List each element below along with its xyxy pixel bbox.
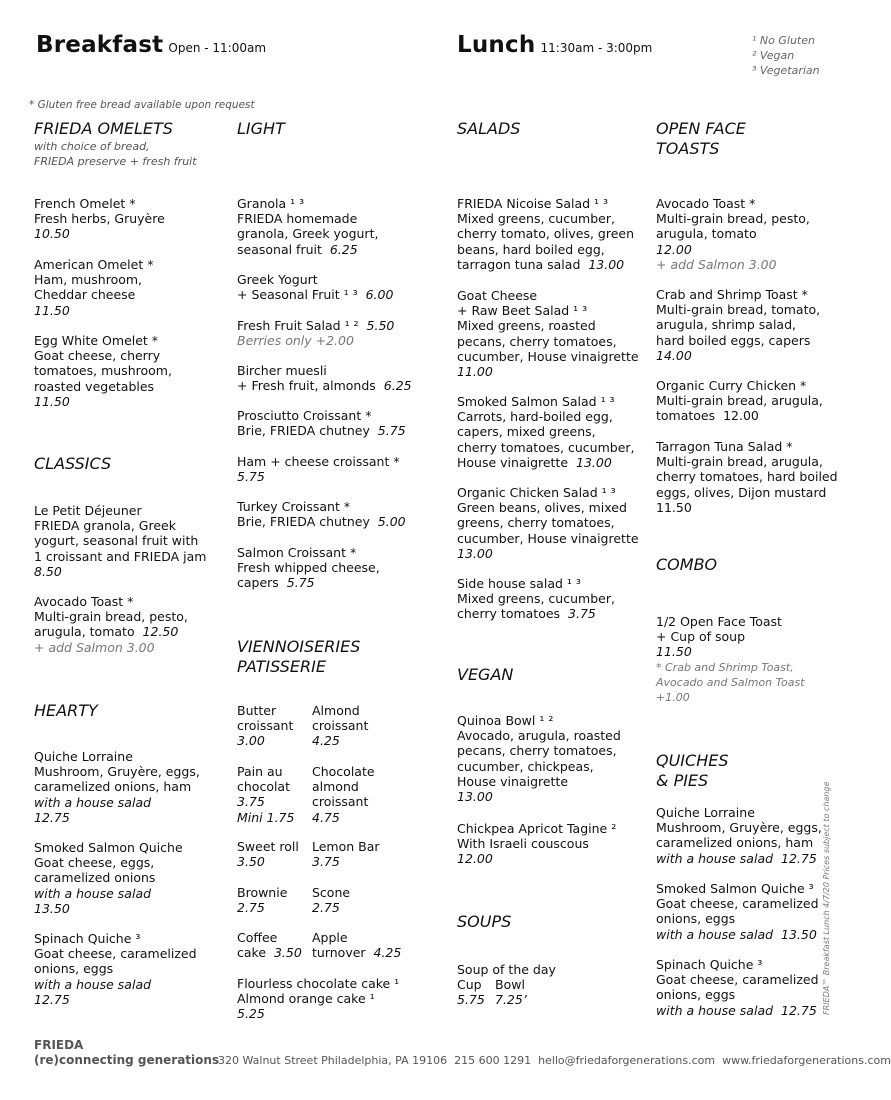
item-desc: cherry tomato, olives, green bbox=[457, 226, 635, 242]
menu-item-turkey-croissant bbox=[237, 499, 406, 529]
menu-item-ham-cheese-croissant bbox=[237, 454, 400, 484]
menu-item-crab-shrimp-toast bbox=[656, 287, 820, 363]
item-name: Prosciutto Croissant * bbox=[237, 408, 372, 423]
hearty-title: HEARTY bbox=[34, 701, 98, 720]
item-name: croissant bbox=[237, 718, 294, 734]
item-name: Flourless chocolate cake ¹ bbox=[237, 976, 400, 991]
item-desc: + Seasonal Fruit ¹ ³ bbox=[237, 287, 358, 303]
vegan-title: VEGAN bbox=[457, 665, 514, 684]
menu-item-tarragon-tuna-toast bbox=[656, 439, 838, 515]
item-price: 12.50 bbox=[142, 624, 179, 640]
lunch-hours: 11:30am - 3:00pm bbox=[540, 41, 653, 55]
item-price: 3.50 bbox=[273, 945, 302, 961]
item-name: Almond bbox=[312, 703, 360, 718]
item-price: 11.50 bbox=[34, 302, 70, 318]
item-name: Soup of the day bbox=[457, 962, 556, 977]
item-desc: onions, eggs bbox=[656, 987, 736, 1003]
item-desc: Goat cheese, caramelized bbox=[656, 896, 819, 912]
menu-item-french-omelet bbox=[34, 196, 165, 242]
item-name: Side house salad ¹ ³ bbox=[457, 576, 581, 591]
menu-item-quinoa-bowl bbox=[457, 713, 621, 804]
soup-cup-label: Cup bbox=[457, 977, 482, 993]
item-price: 2.75 bbox=[237, 900, 265, 916]
item-desc: tarragon tuna salad bbox=[457, 256, 581, 272]
footer-email[interactable]: hello@friedaforgenerations.com bbox=[538, 1054, 716, 1067]
item-desc: Fresh whipped cheese, bbox=[237, 560, 380, 576]
item-desc: Green beans, olives, mixed bbox=[457, 500, 627, 516]
pastry-sweet-roll bbox=[237, 839, 299, 869]
legend-vegetarian: ³ Vegetarian bbox=[752, 64, 820, 77]
menu-item-petit-dejeuner bbox=[34, 503, 206, 579]
item-name: chocolat bbox=[237, 779, 290, 795]
dietary-legend bbox=[752, 33, 820, 78]
item-price: 6.25 bbox=[329, 241, 358, 257]
menu-item-avocado-toast bbox=[656, 196, 810, 272]
section-subtitle: with choice of bread, bbox=[34, 140, 150, 153]
item-desc: arugula, shrimp salad, bbox=[656, 317, 797, 333]
item-price: 12.00 bbox=[656, 241, 692, 257]
item-price: 13.00 bbox=[588, 256, 625, 272]
item-name: Turkey Croissant * bbox=[237, 499, 351, 514]
item-price: 13.00 bbox=[457, 545, 493, 561]
item-name: Smoked Salmon Salad ¹ ³ bbox=[457, 394, 615, 409]
footer-website[interactable]: www.friedaforgenerations.com bbox=[722, 1054, 891, 1067]
item-name: Chocolate bbox=[312, 764, 375, 779]
item-name: Quiche Lorraine bbox=[656, 805, 755, 820]
item-addon: + add Salmon 3.00 bbox=[34, 639, 155, 655]
section-subtitle: FRIEDA preserve + fresh fruit bbox=[34, 155, 197, 168]
item-price: 5.75 bbox=[237, 469, 265, 485]
item-desc: tomatoes bbox=[656, 408, 716, 424]
menu-item-prosciutto-croissant bbox=[237, 408, 406, 438]
item-side: with a house salad bbox=[656, 1002, 774, 1018]
item-desc: yogurt, seasonal fruit with bbox=[34, 533, 199, 549]
item-desc: onions, eggs bbox=[34, 961, 114, 977]
item-name: Chickpea Apricot Tagine ² bbox=[457, 821, 617, 836]
menu-item-spinach-quiche-lunch bbox=[656, 957, 819, 1018]
menu-item-salmon-croissant bbox=[237, 545, 380, 591]
menu-item-nicoise-salad bbox=[457, 196, 634, 272]
item-desc: cucumber, House vinaigrette bbox=[457, 530, 639, 546]
pastry-chocolate-almond-croissant bbox=[312, 764, 375, 825]
item-desc: Goat cheese, caramelized bbox=[34, 946, 197, 962]
section-title-line: PATISSERIE bbox=[237, 657, 326, 676]
item-price: 13.50 bbox=[781, 926, 817, 942]
item-desc: + Fresh fruit, almonds bbox=[237, 378, 376, 394]
menu-item-curry-chicken-toast bbox=[656, 378, 823, 424]
legend-no-gluten: ¹ No Gluten bbox=[752, 34, 815, 47]
item-desc: capers bbox=[237, 575, 279, 591]
item-desc: Mushroom, Gruyère, eggs, bbox=[656, 820, 822, 836]
breakfast-hours: Open - 11:00am bbox=[168, 41, 267, 55]
item-desc: granola, Greek yogurt, bbox=[237, 226, 379, 242]
soups-title: SOUPS bbox=[457, 912, 512, 931]
item-price: 11.50 bbox=[656, 644, 692, 660]
footer-brand: FRIEDA bbox=[34, 1038, 84, 1052]
pastry-brownie bbox=[237, 885, 287, 915]
item-desc: House vinaigrette bbox=[457, 454, 569, 470]
item-side: with a house salad bbox=[656, 926, 774, 942]
item-desc: Multi-grain bread, pesto, bbox=[34, 609, 188, 625]
pastry-pain-au-chocolat bbox=[237, 764, 294, 825]
combo-title: COMBO bbox=[656, 555, 718, 574]
legend-vegan: ² Vegan bbox=[752, 49, 795, 62]
item-price: 5.00 bbox=[377, 514, 406, 530]
item-name: Goat Cheese bbox=[457, 288, 538, 303]
item-price: 3.75 bbox=[568, 606, 596, 622]
item-desc: 1 croissant and FRIEDA jam bbox=[34, 548, 207, 564]
pastry-almond-croissant bbox=[312, 703, 368, 749]
item-side: with a house salad bbox=[656, 850, 774, 866]
price-disclaimer: FRIEDA™ Breakfast Lunch 4/7/20 Prices subject to change bbox=[822, 781, 831, 1015]
item-desc: cucumber, House vinaigrette bbox=[457, 348, 639, 364]
menu-item-organic-chicken-salad bbox=[457, 485, 639, 561]
item-desc: eggs, olives, Dijon mustard bbox=[656, 484, 827, 500]
item-desc: Goat cheese, cherry bbox=[34, 348, 161, 364]
menu-item-side-house-salad bbox=[457, 576, 615, 622]
item-price-mini: Mini 1.75 bbox=[237, 809, 295, 825]
menu-item-quiche-lorraine-lunch bbox=[656, 805, 822, 866]
item-desc: cherry tomatoes bbox=[457, 606, 561, 622]
item-desc: onions, eggs bbox=[656, 911, 736, 927]
menu-item-smoked-salmon-salad bbox=[457, 394, 635, 470]
item-name: Butter bbox=[237, 703, 277, 718]
item-desc: Mixed greens, roasted bbox=[457, 318, 596, 334]
item-name: Greek Yogurt bbox=[237, 272, 318, 287]
menu-item-bircher-muesli bbox=[237, 363, 412, 393]
item-price: 5.75 bbox=[377, 423, 406, 439]
item-desc: Multi-grain bread, tomato, bbox=[656, 302, 821, 318]
classics-title: CLASSICS bbox=[34, 454, 112, 473]
breakfast-title: Breakfast bbox=[36, 32, 164, 58]
item-name: turnover bbox=[312, 945, 366, 961]
item-name: Quinoa Bowl ¹ ² bbox=[457, 713, 554, 728]
section-title-line: TOASTS bbox=[656, 139, 720, 158]
item-addon: Berries only +2.00 bbox=[237, 333, 354, 349]
item-name: Le Petit Déjeuner bbox=[34, 503, 142, 518]
toasts-title bbox=[656, 119, 746, 159]
item-name: Crab and Shrimp Toast * bbox=[656, 287, 808, 302]
menu-item-quiche-lorraine bbox=[34, 749, 200, 825]
item-desc: capers, mixed greens, bbox=[457, 424, 596, 440]
item-desc: greens, cherry tomatoes, bbox=[457, 515, 615, 531]
item-name: Bircher muesli bbox=[237, 363, 327, 378]
item-desc: Multi-grain bread, arugula, bbox=[656, 393, 823, 409]
item-name: French Omelet * bbox=[34, 196, 136, 211]
item-name: Apple bbox=[312, 930, 348, 945]
item-price: 6.00 bbox=[365, 287, 394, 303]
item-addon: + add Salmon 3.00 bbox=[656, 256, 777, 272]
item-side: with a house salad bbox=[34, 976, 152, 992]
menu-item-avocado-toast-breakfast bbox=[34, 594, 188, 655]
pastry-scone bbox=[312, 885, 350, 915]
item-name: Scone bbox=[312, 885, 351, 900]
item-name: croissant bbox=[312, 794, 369, 810]
breakfast-header bbox=[36, 32, 266, 58]
item-desc: Ham, mushroom, bbox=[34, 272, 143, 288]
item-name: Smoked Salmon Quiche ³ bbox=[656, 881, 814, 896]
item-desc: cherry tomatoes, cucumber, bbox=[457, 439, 635, 455]
item-price: 11.50 bbox=[34, 393, 70, 409]
item-price: 3.75 bbox=[237, 794, 265, 810]
menu-item-greek-yogurt bbox=[237, 272, 393, 302]
item-desc: beans, hard boiled egg, bbox=[457, 241, 605, 257]
menu-item-goat-cheese-salad bbox=[457, 288, 639, 379]
salads-title: SALADS bbox=[457, 119, 521, 138]
item-name: cake bbox=[237, 945, 267, 961]
item-desc: arugula, tomato bbox=[656, 226, 757, 242]
item-price: 3.50 bbox=[237, 854, 265, 870]
item-price: 12.75 bbox=[34, 991, 70, 1007]
item-desc: Cheddar cheese bbox=[34, 287, 136, 303]
item-name: Pain au bbox=[237, 764, 283, 779]
item-desc: pecans, cherry tomatoes, bbox=[457, 743, 617, 759]
menu-item-spinach-quiche bbox=[34, 931, 197, 1007]
footer-address: 320 Walnut Street Philadelphia, PA 19106 bbox=[218, 1054, 448, 1067]
item-price: 3.75 bbox=[312, 854, 340, 870]
menu-item-smoked-salmon-quiche bbox=[34, 840, 183, 916]
item-price: 5.50 bbox=[366, 318, 395, 333]
item-name: Brownie bbox=[237, 885, 288, 900]
gluten-free-note: * Gluten free bread available upon request bbox=[29, 99, 255, 111]
item-name: Coffee bbox=[237, 930, 278, 945]
pastry-butter-croissant bbox=[237, 703, 293, 749]
item-desc: Brie, FRIEDA chutney bbox=[237, 514, 370, 530]
omelets-section bbox=[34, 119, 197, 169]
item-desc: Multi-grain bread, pesto, bbox=[656, 211, 810, 227]
item-price: 12.00 bbox=[723, 408, 759, 424]
item-name: + Raw Beet Salad ¹ ³ bbox=[457, 303, 588, 319]
item-desc: Fresh herbs, Gruyère bbox=[34, 211, 165, 227]
item-name: Avocado Toast * bbox=[656, 196, 756, 211]
item-price: 13.50 bbox=[34, 900, 70, 916]
item-desc: pecans, cherry tomatoes, bbox=[457, 333, 617, 349]
item-note: +1.00 bbox=[656, 691, 690, 705]
item-price: 5.75 bbox=[286, 575, 315, 591]
pastry-coffee-cake bbox=[237, 930, 302, 960]
lunch-title: Lunch bbox=[457, 32, 536, 58]
quiches-title bbox=[656, 751, 729, 791]
item-side: with a house salad bbox=[34, 885, 152, 901]
menu-item-soup-of-the-day bbox=[457, 962, 556, 1008]
item-note: Avocado and Salmon Toast bbox=[656, 675, 805, 689]
item-price: 12.75 bbox=[34, 809, 70, 825]
item-price: 14.00 bbox=[656, 347, 692, 363]
pastry-apple-turnover bbox=[312, 930, 401, 960]
item-name: Salmon Croissant * bbox=[237, 545, 357, 560]
item-price: 10.50 bbox=[34, 226, 70, 242]
soup-bowl-label: Bowl bbox=[495, 977, 525, 993]
item-desc: tomatoes, mushroom, bbox=[34, 363, 172, 379]
item-name: Almond orange cake ¹ bbox=[237, 991, 375, 1007]
item-price: 12.00 bbox=[457, 851, 493, 867]
item-note: * Crab and Shrimp Toast, bbox=[656, 660, 794, 674]
item-desc: Carrots, hard-boiled egg, bbox=[457, 409, 613, 425]
soup-bowl-price: 7.25’ bbox=[495, 992, 527, 1008]
item-price: 6.25 bbox=[383, 378, 412, 394]
section-title-line: OPEN FACE bbox=[656, 119, 746, 138]
item-desc: Avocado, arugula, roasted bbox=[457, 728, 621, 744]
light-title: LIGHT bbox=[237, 119, 285, 138]
item-desc: Mixed greens, cucumber, bbox=[457, 211, 615, 227]
menu-item-smoked-salmon-quiche-lunch bbox=[656, 881, 819, 942]
item-price: 8.50 bbox=[34, 563, 62, 579]
item-price: 4.75 bbox=[312, 809, 340, 825]
item-name: Smoked Salmon Quiche bbox=[34, 840, 183, 855]
item-name: Organic Chicken Salad ¹ ³ bbox=[457, 485, 616, 500]
menu-item-chickpea-tagine bbox=[457, 821, 616, 867]
item-name: croissant bbox=[312, 718, 369, 734]
item-desc: Mushroom, Gruyère, eggs, bbox=[34, 764, 200, 780]
item-desc: hard boiled eggs, capers bbox=[656, 332, 811, 348]
item-desc: caramelized onions bbox=[34, 870, 156, 886]
section-title: FRIEDA OMELETS bbox=[34, 119, 173, 138]
item-price: 2.75 bbox=[312, 900, 340, 916]
item-name: + Cup of soup bbox=[656, 629, 746, 645]
section-title-line: QUICHES bbox=[656, 751, 729, 770]
item-price: 12.75 bbox=[781, 1002, 817, 1018]
item-name: 1/2 Open Face Toast bbox=[656, 614, 782, 629]
item-price: 13.00 bbox=[457, 789, 493, 805]
item-desc: seasonal fruit bbox=[237, 241, 322, 257]
item-name: Tarragon Tuna Salad * bbox=[656, 439, 793, 454]
item-name: almond bbox=[312, 779, 359, 795]
menu-item-combo bbox=[656, 614, 805, 705]
item-name: Organic Curry Chicken * bbox=[656, 378, 807, 393]
lunch-header bbox=[457, 32, 652, 58]
item-desc: Goat cheese, caramelized bbox=[656, 972, 819, 988]
item-name: Sweet roll bbox=[237, 839, 299, 854]
soup-cup-price: 5.75 bbox=[457, 992, 485, 1008]
item-desc: cucumber, chickpeas, bbox=[457, 758, 594, 774]
item-desc: Mixed greens, cucumber, bbox=[457, 591, 615, 607]
item-desc: arugula, tomato bbox=[34, 624, 135, 640]
item-desc: Goat cheese, eggs, bbox=[34, 855, 155, 871]
item-desc: House vinaigrette bbox=[457, 773, 569, 789]
item-name: Fresh Fruit Salad ¹ ² bbox=[237, 318, 359, 333]
item-name: Quiche Lorraine bbox=[34, 749, 133, 764]
footer-phone[interactable]: 215 600 1291 bbox=[454, 1054, 532, 1067]
pastry-lemon-bar bbox=[312, 839, 380, 869]
item-price: 13.00 bbox=[576, 454, 612, 470]
item-name: American Omelet * bbox=[34, 257, 154, 272]
menu-item-fresh-fruit-salad bbox=[237, 318, 394, 348]
footer-contact bbox=[218, 1054, 891, 1067]
item-name: Ham + cheese croissant * bbox=[237, 454, 400, 469]
item-price: 11.00 bbox=[457, 364, 493, 380]
item-price: 11.50 bbox=[656, 499, 692, 515]
item-price: 4.25 bbox=[373, 945, 402, 961]
item-name: Spinach Quiche ³ bbox=[656, 957, 763, 972]
item-desc: FRIEDA homemade bbox=[237, 211, 358, 227]
item-desc: Multi-grain bread, arugula, bbox=[656, 454, 823, 470]
item-desc: caramelized onions, ham bbox=[34, 779, 192, 795]
viennoiseries-title bbox=[237, 637, 360, 677]
item-price: 5.25 bbox=[237, 1006, 265, 1022]
item-name: Egg White Omelet * bbox=[34, 333, 159, 348]
item-price: 12.75 bbox=[781, 850, 817, 866]
menu-item-egg-white-omelet bbox=[34, 333, 172, 409]
footer-tagline: (re)connecting generations bbox=[34, 1053, 220, 1067]
item-name: Granola ¹ ³ bbox=[237, 196, 305, 211]
item-name: Lemon Bar bbox=[312, 839, 380, 854]
item-price: 3.00 bbox=[237, 733, 265, 749]
item-desc: cherry tomatoes, hard boiled bbox=[656, 469, 838, 485]
item-price: 4.25 bbox=[312, 733, 340, 749]
item-name: Avocado Toast * bbox=[34, 594, 134, 609]
item-desc: Brie, FRIEDA chutney bbox=[237, 423, 370, 439]
section-title-line: & PIES bbox=[656, 771, 709, 790]
item-name: Spinach Quiche ³ bbox=[34, 931, 141, 946]
menu-item-american-omelet bbox=[34, 257, 153, 318]
item-desc: FRIEDA granola, Greek bbox=[34, 518, 176, 534]
item-desc: With Israeli couscous bbox=[457, 836, 589, 852]
menu-item-granola bbox=[237, 196, 378, 257]
item-side: with a house salad bbox=[34, 794, 152, 810]
item-desc: roasted vegetables bbox=[34, 378, 155, 394]
section-title-line: VIENNOISERIES bbox=[237, 637, 361, 656]
item-name: FRIEDA Nicoise Salad ¹ ³ bbox=[457, 196, 609, 211]
pastry-cakes bbox=[237, 976, 399, 1022]
item-desc: caramelized onions, ham bbox=[656, 835, 814, 851]
